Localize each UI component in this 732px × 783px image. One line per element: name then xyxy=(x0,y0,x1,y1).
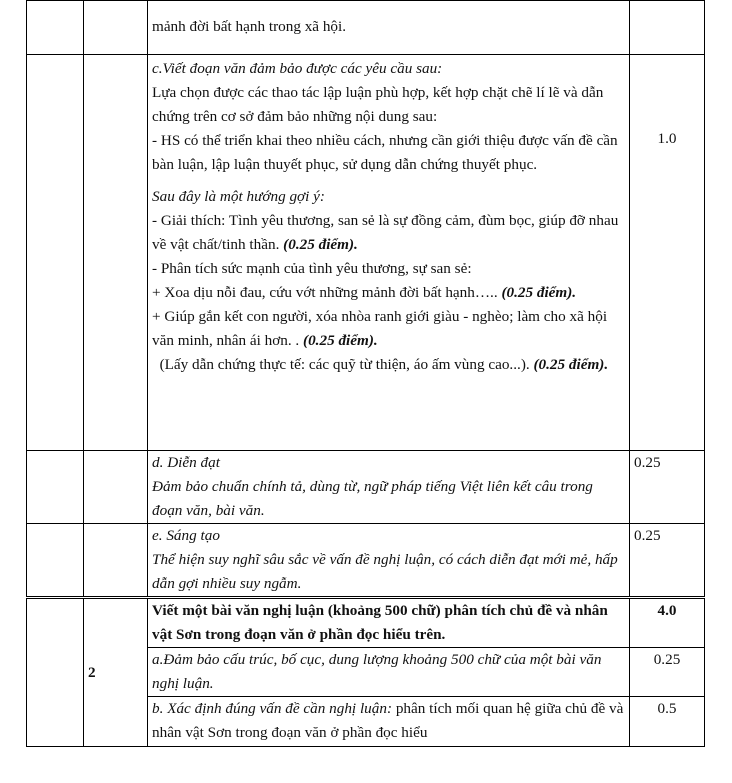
criteria-body: phân tích mối quan hệ giữa chủ đề và nhân vật Sơn trong đoạn văn ở phần đọc hiểu xyxy=(152,700,624,741)
question-title: Viết một bài văn nghị luận (khoảng 500 chữ) phân tích chủ đề và nhân vật Sơn trong đoạn văn ở phần đọc hiểu trên. xyxy=(152,602,608,643)
score-value: 0.25 xyxy=(634,527,661,544)
criteria-text: Đảm bảo chuẩn chính tả, dùng từ, ngữ pháp tiếng Việt liên kết câu trong đoạn văn, bài văn. xyxy=(152,478,593,519)
criteria-text: - Phân tích sức mạnh của tình yêu thương, sự san sẻ: xyxy=(152,260,472,277)
grading-table xyxy=(26,0,705,747)
point-text: (Lấy dẫn chứng thực tế: các quỹ từ thiện, áo ấm vùng cao...). xyxy=(152,356,534,373)
points-label: (0.25 điểm). xyxy=(303,332,378,349)
criteria-label: b. Xác định đúng vấn đề cần nghị luận: xyxy=(152,700,396,717)
points-label: (0.25 điểm). xyxy=(501,284,577,301)
score-cell xyxy=(630,55,705,451)
points-label: (0.25 điểm). xyxy=(283,236,358,253)
criteria-text: Thể hiện suy nghĩ sâu sắc về vấn đề nghị luận, có cách diễn đạt mới mẻ, hấp dẫn gợi nhiều suy ngẫm. xyxy=(152,551,618,592)
table-row xyxy=(27,598,705,648)
cell-empty xyxy=(84,524,148,598)
criteria-text xyxy=(152,353,625,377)
question-number-cell xyxy=(84,598,148,747)
cell-empty xyxy=(27,598,84,747)
score-value: 0.5 xyxy=(657,700,677,717)
criteria-cell xyxy=(148,524,630,598)
cell-empty xyxy=(84,1,148,55)
suggest-heading: Sau đây là một hướng gợi ý: xyxy=(152,188,325,205)
criteria-cell xyxy=(148,697,630,747)
criteria-cell xyxy=(148,648,630,697)
cell-empty xyxy=(27,451,84,524)
criteria-cell xyxy=(148,1,630,55)
points-label: (0.25 điểm). xyxy=(533,356,609,373)
score-value: 1.0 xyxy=(657,130,677,147)
score-value: 0.25 xyxy=(653,651,681,668)
criteria-text: a.Đảm bảo cấu trúc, bố cục, dung lượng khoảng 500 chữ của một bài văn nghị luận. xyxy=(152,651,602,692)
question-title-cell xyxy=(148,598,630,648)
score-cell xyxy=(630,451,705,524)
cell-empty xyxy=(84,55,148,451)
criteria-text: mảnh đời bất hạnh trong xã hội. xyxy=(152,18,347,35)
explain-text: - Giải thích: Tình yêu thương, san sẻ là sự đồng cảm, đùm bọc, giúp đỡ nhau về vật chất/tinh thần. xyxy=(152,212,619,253)
criteria-text xyxy=(152,209,625,257)
criteria-heading: c.Viết đoạn văn đảm bảo được các yêu cầu sau: xyxy=(152,60,443,77)
criteria-text: Lựa chọn được các thao tác lập luận phù hợp, kết hợp chặt chẽ lí lẽ và dẫn chứng trên cơ sở đảm bảo những nội dung sau: xyxy=(152,84,604,125)
cell-empty xyxy=(84,451,148,524)
score-cell xyxy=(630,648,705,697)
criteria-heading: e. Sáng tạo xyxy=(152,527,220,544)
criteria-heading: d. Diễn đạt xyxy=(152,454,220,471)
score-cell xyxy=(630,1,705,55)
score-cell xyxy=(630,598,705,648)
table-row xyxy=(27,1,705,55)
point-text: + Giúp gắn kết con người, xóa nhòa ranh giới giàu - nghèo; làm cho xã hội văn minh, nhân ái hơn. . xyxy=(152,308,608,349)
score-cell xyxy=(630,524,705,598)
cell-empty xyxy=(27,55,84,451)
score-value: 4.0 xyxy=(657,602,677,619)
score-cell xyxy=(630,697,705,747)
criteria-text xyxy=(152,697,625,745)
point-text: + Xoa dịu nỗi đau, cứu vớt những mảnh đời bất hạnh….. xyxy=(152,284,502,301)
cell-empty xyxy=(27,1,84,55)
criteria-text: - HS có thể triển khai theo nhiều cách, nhưng cần giới thiệu được vấn đề cần bàn luận, lập luận thuyết phục, sử dụng dẫn chứng thuyết phục. xyxy=(152,132,618,173)
criteria-cell xyxy=(148,451,630,524)
score-value: 0.25 xyxy=(634,454,661,471)
criteria-cell xyxy=(148,55,630,451)
table-row xyxy=(27,451,705,524)
criteria-text xyxy=(152,281,625,305)
cell-empty xyxy=(27,524,84,598)
table-row xyxy=(27,524,705,598)
table-row xyxy=(27,55,705,451)
criteria-text xyxy=(152,305,625,353)
question-number: 2 xyxy=(88,663,96,681)
